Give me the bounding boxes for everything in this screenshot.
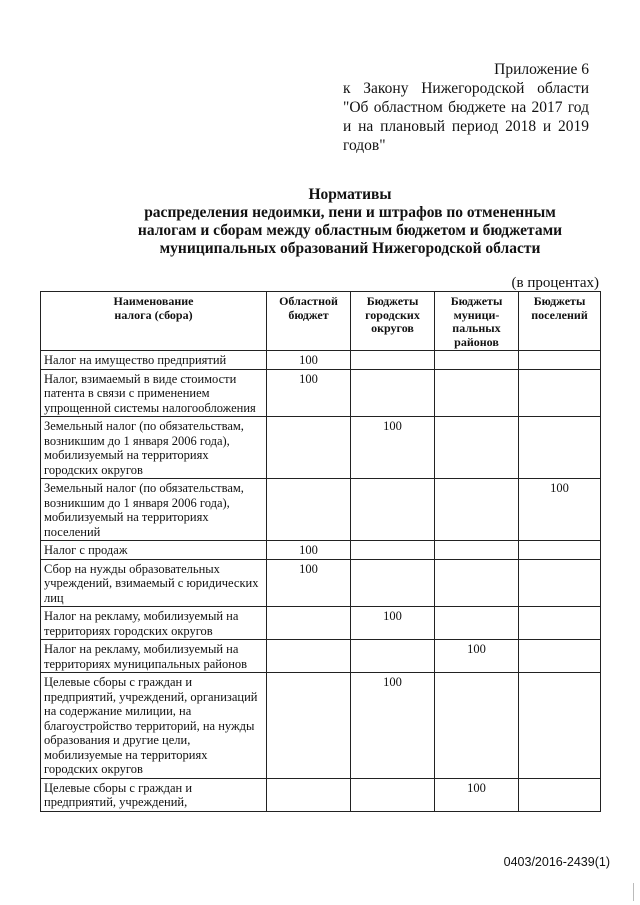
norm-value-cell (435, 369, 519, 417)
document-heading (100, 186, 600, 258)
norm-value-cell (519, 607, 601, 640)
norm-value-cell (267, 640, 351, 673)
norm-value-cell (435, 417, 519, 479)
norms-table (40, 291, 601, 812)
norm-value-cell (267, 417, 351, 479)
column-header: Бюджеты поселений (519, 292, 601, 351)
table-row (41, 778, 601, 811)
table-row (41, 640, 601, 673)
appendix-line: "Об областном бюджете на 2017 год (343, 99, 589, 116)
tax-name-cell: Целевые сборы с граждан и предприятий, учреждений, организаций на содержание милиции, на благоустройство территорий, на нужды образования и другие цели, мобилизуемые на территориях городских округов (41, 673, 267, 779)
norm-value-cell (519, 369, 601, 417)
norm-value-cell (267, 673, 351, 779)
norm-value-cell (435, 541, 519, 560)
norm-value-cell (519, 351, 601, 370)
tax-name-cell: Сбор на нужды образовательных учреждений, взимаемый с юридических лиц (41, 559, 267, 607)
norm-value-cell (351, 479, 435, 541)
table-row (41, 479, 601, 541)
appendix-line: и на плановый период 2018 и 2019 (343, 118, 589, 135)
table-row (41, 607, 601, 640)
appendix-block (343, 60, 589, 155)
column-header: Бюджеты городских округов (351, 292, 435, 351)
norm-value-cell (351, 778, 435, 811)
norm-value-cell: 100 (519, 479, 601, 541)
table-row (41, 351, 601, 370)
table-row (41, 369, 601, 417)
heading-line: распределения недоимки, пени и штрафов по отмененным (144, 204, 556, 221)
column-header: Наименование налога (сбора) (41, 292, 267, 351)
units-note: (в процентах) (511, 275, 599, 291)
appendix-line: годов" (343, 137, 386, 154)
tax-name-cell: Налог на имущество предприятий (41, 351, 267, 370)
document-code: 0403/2016-2439(1) (503, 855, 610, 869)
norm-value-cell (519, 673, 601, 779)
tax-name-cell: Налог, взимаемый в виде стоимости патента в связи с применением упрощенной системы налогообложения (41, 369, 267, 417)
column-header: Областной бюджет (267, 292, 351, 351)
table-row (41, 559, 601, 607)
table-row (41, 673, 601, 779)
scan-edge-mark (633, 883, 634, 901)
norm-value-cell (351, 559, 435, 607)
norm-value-cell (435, 351, 519, 370)
tax-name-cell: Земельный налог (по обязательствам, возникшим до 1 января 2006 года), мобилизуемый на территориях поселений (41, 479, 267, 541)
norm-value-cell (519, 541, 601, 560)
tax-name-cell: Целевые сборы с граждан и предприятий, учреждений, (41, 778, 267, 811)
table-row (41, 541, 601, 560)
norm-value-cell (519, 778, 601, 811)
norm-value-cell (351, 351, 435, 370)
norm-value-cell (435, 673, 519, 779)
norm-value-cell: 100 (267, 351, 351, 370)
norm-value-cell (519, 640, 601, 673)
table-header-row (41, 292, 601, 351)
norm-value-cell (435, 559, 519, 607)
norm-value-cell: 100 (267, 369, 351, 417)
heading-line: муниципальных образований Нижегородской области (159, 240, 541, 257)
norm-value-cell (519, 559, 601, 607)
norm-value-cell (267, 778, 351, 811)
table-row (41, 417, 601, 479)
table-body (41, 351, 601, 812)
norm-value-cell (519, 417, 601, 479)
norm-value-cell (435, 607, 519, 640)
tax-name-cell: Налог на рекламу, мобилизуемый на территориях городских округов (41, 607, 267, 640)
norm-value-cell: 100 (267, 541, 351, 560)
tax-name-cell: Налог с продаж (41, 541, 267, 560)
norm-value-cell (267, 607, 351, 640)
tax-name-cell: Земельный налог (по обязательствам, возникшим до 1 января 2006 года), мобилизуемый на территориях городских округов (41, 417, 267, 479)
norm-value-cell: 100 (351, 607, 435, 640)
appendix-line: Приложение 6 (494, 61, 589, 78)
norm-value-cell (435, 479, 519, 541)
norm-value-cell: 100 (267, 559, 351, 607)
norm-value-cell: 100 (435, 640, 519, 673)
column-header: Бюджеты муници- пальных районов (435, 292, 519, 351)
norm-value-cell: 100 (351, 417, 435, 479)
appendix-line: к Закону Нижегородской области (343, 80, 589, 97)
heading-line: налогам и сборам между областным бюджетом и бюджетами (137, 222, 563, 239)
norm-value-cell (267, 479, 351, 541)
norm-value-cell (351, 369, 435, 417)
norm-value-cell: 100 (435, 778, 519, 811)
norm-value-cell: 100 (351, 673, 435, 779)
norm-value-cell (351, 541, 435, 560)
tax-name-cell: Налог на рекламу, мобилизуемый на территориях муниципальных районов (41, 640, 267, 673)
norm-value-cell (351, 640, 435, 673)
heading-title: Нормативы (308, 186, 392, 203)
